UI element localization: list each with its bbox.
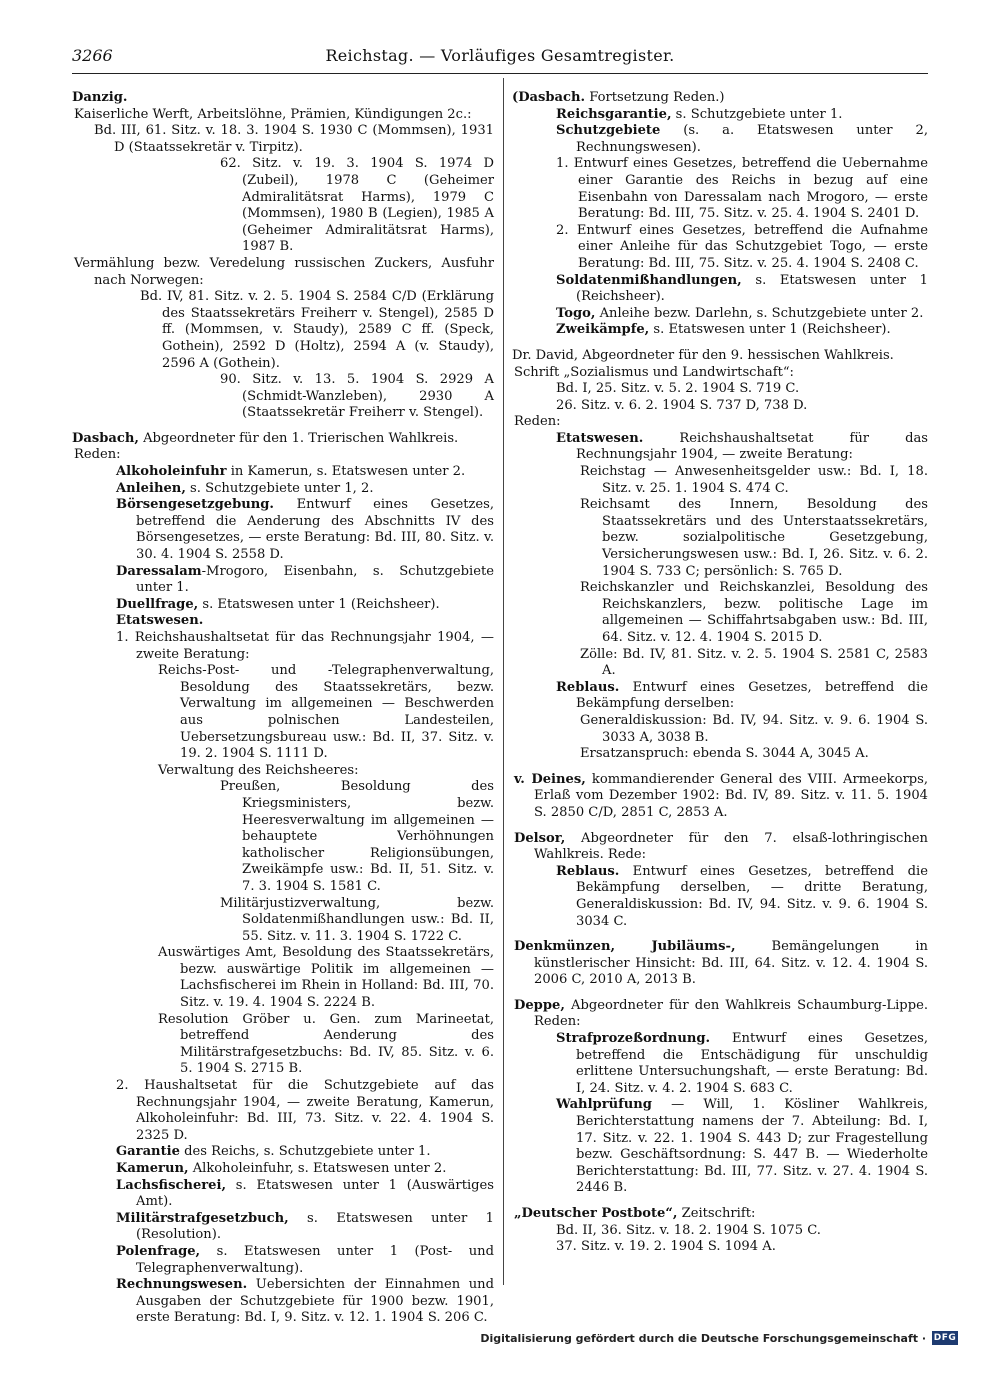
entry-heading: Danzig.: [72, 90, 128, 105]
index-entry: [72, 123, 494, 156]
index-entry: [72, 256, 494, 289]
entry-text: 26. Sitz. v. 6. 2. 1904 S. 737 D, 738 D.: [556, 397, 808, 413]
entry-text: Generaldiskussion: Bd. IV, 94. Sitz. v. 9. 6. 1904 S. 3033 A, 3038 B.: [580, 712, 928, 745]
entry-heading: Polenfrage,: [116, 1243, 201, 1259]
index-entry: [72, 431, 494, 448]
index-entry: [512, 1097, 928, 1197]
entry-text: Bd. IV, 81. Sitz. v. 2. 5. 1904 S. 2584 C/D (Erklärung des Staatssekretärs Freiherr v. Stengel), 2585 D ff. (Mommsen, v. Staudy), 2589 C ff. (Speck, Gothein), 2592 D (Holtz), 2594 A (v. Staudy), 2596 A (Gothein).: [140, 289, 494, 371]
index-entry: [72, 1178, 494, 1211]
index-entry: [512, 939, 928, 989]
index-entry: [72, 1012, 494, 1078]
entry-gap: [512, 930, 928, 939]
entry-text: Reichskanzler und Reichskanzlei, Besoldung des Reichskanzlers, bezw. politische Lage im allgemeinen — Schiffahrtsabgaben usw.: Bd. III, 64. Sitz. v. 12. 4. 1904 S. 2015 D.: [580, 580, 928, 645]
page-header: [72, 46, 928, 72]
entry-text: Vermählung bezw. Veredelung russischen Zuckers, Ausfuhr nach Norwegen:: [74, 255, 494, 288]
entry-text: Dr. David, Abgeordneter für den 9. hessischen Wahlkreis.: [512, 347, 894, 363]
index-entry: [512, 746, 928, 763]
index-entry: [512, 223, 928, 273]
entry-text: s. Etatswesen unter 1 (Auswärtiges Amt).: [136, 1177, 494, 1210]
entry-text: Reichsamt des Innern, Besoldung des Staatssekretärs und des Unterstaatssekretärs, bezw. sozialpolitische Gesetzgebung, Versicherungswesen usw.: Bd. I, 26. Sitz. v. 6. 2. 1904 S. 733 C; persönlich: S. 765 D.: [580, 497, 928, 579]
entry-text: Militärjustizverwaltung, bezw. Soldatenmißhandlungen usw.: Bd. II, 55. Sitz. v. 11. 3. 1904 S. 1722 C.: [220, 895, 494, 944]
entry-text: Abgeordneter für den 1. Trierischen Wahlkreis.: [138, 430, 459, 446]
index-entry: [72, 1144, 494, 1161]
entry-heading: Daressalam: [116, 563, 202, 579]
index-entry: [512, 156, 928, 222]
index-entry: [72, 597, 494, 614]
entry-heading: Deppe,: [514, 997, 565, 1013]
index-entry: [72, 372, 494, 422]
entry-text: Resolution Gröber u. Gen. zum Marineetat, betreffend Aenderung des Militärstrafgesetzbuchs: Bd. IV, 85. Sitz. v. 6. 5. 1904 S. 2715 B.: [158, 1011, 494, 1077]
entry-heading: Reblaus.: [556, 679, 620, 695]
index-entry: [512, 647, 928, 680]
index-entry: [512, 90, 928, 107]
entry-heading: Schutzgebiete: [556, 123, 661, 139]
entry-text: Ersatzanspruch: ebenda S. 3044 A, 3045 A.: [580, 746, 869, 762]
entry-text: Abgeordneter für den Wahlkreis Schaumburg-Lippe. Reden:: [534, 997, 928, 1030]
index-entry: [72, 613, 494, 630]
entry-heading: Togo,: [556, 305, 596, 321]
entry-heading: Börsengesetzgebung.: [116, 497, 274, 513]
entry-text: Reichshaushaltsetat für das Rechnungsjahr 1904, — zweite Beratung:: [576, 430, 928, 463]
index-entry: [512, 1223, 928, 1240]
entry-text: Bd. III, 61. Sitz. v. 18. 3. 1904 S. 1930 C (Mommsen), 1931 D (Staatssekretär v. Tirpitz).: [94, 123, 494, 155]
index-entry: [512, 580, 928, 646]
entry-text: Schrift „Sozialismus und Landwirtschaft“:: [514, 364, 794, 380]
index-entry: [72, 945, 494, 1011]
index-entry: [512, 680, 928, 713]
entry-text: 2. Entwurf eines Gesetzes, betreffend die Aufnahme einer Anleihe für das Schutzgebiet Togo, — erste Beratung: Bd. III, 75. Sitz. v. 25. 4. 1904 S. 2408 C.: [556, 222, 928, 271]
entry-text: s. Etatswesen unter 1 (Post- und Telegraphenverwaltung).: [136, 1243, 494, 1276]
index-entry: [512, 1031, 928, 1097]
index-entry: [512, 464, 928, 497]
entry-text: Zeitschrift:: [677, 1206, 756, 1221]
header-rule: [72, 73, 928, 74]
entry-heading: Anleihen,: [116, 480, 186, 496]
entry-text: Verwaltung des Reichsheeres:: [158, 762, 359, 778]
entry-text: Entwurf eines Gesetzes, betreffend die Bekämpfung derselben:: [576, 679, 928, 712]
index-entry: [512, 1206, 928, 1223]
entry-text: Auswärtiges Amt, Besoldung des Staatssekretärs, bezw. auswärtige Politik im allgemeinen — Lachsfischerei im Rhein in Holland: Bd. III, 70. Sitz. v. 19. 4. 1904 S. 2224 B.: [158, 945, 494, 1011]
entry-text: s. Etatswesen unter 1 (Reichsheer).: [576, 272, 928, 305]
dfg-logo: DFG: [933, 1333, 957, 1343]
entry-text: Reden:: [514, 414, 561, 430]
entry-heading: (Dasbach.: [512, 90, 586, 105]
footer-credit: Digitalisierung gefördert durch die Deutsche Forschungsgemeinschaft ·: [480, 1331, 926, 1345]
index-entry: [72, 1161, 494, 1178]
entry-text: Reichs-Post- und -Telegraphenverwaltung, Besoldung des Staatssekretärs, bezw. Verwaltung im allgemeinen — Beschwerden aus polnischen Landesteilen, Uebersetzungsbureau usw.: Bd. II, 37. Sitz. v. 19. 2. 1904 S. 1111 D.: [158, 663, 494, 762]
index-entry: [72, 779, 494, 895]
index-entry: [72, 896, 494, 946]
entry-heading: Dasbach,: [72, 430, 139, 446]
index-entry: [72, 1244, 494, 1277]
index-entry: [72, 1277, 494, 1327]
entry-text: 37. Sitz. v. 19. 2. 1904 S. 1094 A.: [556, 1239, 776, 1255]
entry-gap: [512, 339, 928, 348]
entry-heading: Alkoholeinfuhr: [116, 464, 227, 480]
index-entry: [512, 414, 928, 431]
index-entry: [72, 763, 494, 780]
left-column: [72, 90, 494, 1327]
entry-text: 90. Sitz. v. 13. 5. 1904 S. 2929 A (Schmidt-Wanzleben), 2930 A (Staatssekretär Freiherr v. Stengel).: [220, 372, 494, 421]
entry-text: (s. a. Etatswesen unter 2, Rechnungswesen).: [576, 123, 928, 155]
index-entry: [512, 273, 928, 306]
right-column: [512, 90, 928, 1256]
entry-text: s. Etatswesen unter 1 (Resolution).: [136, 1210, 494, 1243]
index-entry: [512, 998, 928, 1031]
entry-heading: Etatswesen.: [556, 430, 644, 446]
index-entry: [72, 289, 494, 372]
entry-text: Entwurf eines Gesetzes, betreffend die Aenderung des Abschnitts IV des Börsengesetzes, — erste Beratung: Bd. III, 80. Sitz. v. 30. 4. 1904 S. 2558 D.: [136, 497, 494, 563]
index-entry: [512, 107, 928, 124]
index-entry: [72, 447, 494, 464]
entry-heading: Militärstrafgesetzbuch,: [116, 1210, 289, 1226]
entry-heading: Strafprozeßordnung.: [556, 1031, 711, 1047]
page-number: 3266: [72, 46, 113, 65]
entry-text: Bd. I, 25. Sitz. v. 5. 2. 1904 S. 719 C.: [556, 381, 800, 397]
index-entry: [72, 663, 494, 763]
entry-text: Kaiserliche Werft, Arbeitslöhne, Prämien, Kündigungen 2c.:: [74, 106, 472, 122]
index-entry: [72, 564, 494, 597]
index-entry: [512, 398, 928, 415]
entry-text: Entwurf eines Gesetzes, betreffend die Bekämpfung derselben, — dritte Beratung, Generaldiskussion: Bd. IV, 94. Sitz. v. 9. 6. 1904 S. 3034 C.: [576, 863, 928, 929]
index-entry: [512, 123, 928, 156]
entry-heading: Wahlprüfung: [556, 1097, 652, 1113]
entry-text: Fortsetzung Reden.): [585, 90, 725, 105]
index-entry: [72, 1211, 494, 1244]
entry-text: 2. Haushaltsetat für die Schutzgebiete auf das Rechnungsjahr 1904, — zweite Beratung, Kamerun, Alkoholeinfuhr: Bd. III, 73. Sitz. v. 22. 4. 1904 S. 2325 D.: [116, 1078, 494, 1143]
entry-text: kommandierender General des VIII. Armeekorps, Erlaß vom Dezember 1902: Bd. IV, 89. Sitz. v. 11. 5. 1904 S. 2850 C/D, 2851 C, 2853 A.: [534, 771, 928, 820]
page-footer: [480, 1331, 958, 1345]
index-entry: [72, 481, 494, 498]
running-title: Reichstag. — Vorläufiges Gesamtregister.: [325, 46, 675, 65]
entry-gap: [512, 1197, 928, 1206]
entry-text: Abgeordneter für den 7. elsaß-lothringischen Wahlkreis. Rede:: [534, 830, 928, 863]
entry-text: — Will, 1. Kösliner Wahlkreis, Berichterstattung namens der 7. Abteilung: Bd. I, 17. Sitz. v. 22. 1. 1904 S. 443 D; zur Fragestellung bezw. Geschäftsordnung: S. 447 B. — Wiederholte Berichterstattung: Bd. III, 77. Sitz. v. 27. 4. 1904 S. 2446 B.: [576, 1097, 928, 1196]
entry-heading: v. Deines,: [514, 771, 586, 787]
entry-text: Preußen, Besoldung des Kriegsministers, bezw. Heeresverwaltung im allgemeinen — behauptete Verhöhnungen katholischer Religionsübungen, Zweikämpfe usw.: Bd. II, 51. Sitz. v. 7. 3. 1904 S. 1581 C.: [220, 779, 494, 894]
index-entry: [72, 464, 494, 481]
index-entry: [512, 381, 928, 398]
entry-heading: Garantie: [116, 1144, 180, 1160]
entry-text: Reichstag — Anwesenheitsgelder usw.: Bd. I, 18. Sitz. v. 25. 1. 1904 S. 474 C.: [580, 464, 928, 496]
entry-heading: „Deutscher Postbote“,: [514, 1206, 678, 1221]
entry-text: Uebersichten der Einnahmen und Ausgaben der Schutzgebiete für 1900 bezw. 1901, erste Beratung: Bd. I, 9. Sitz. v. 12. 1. 1904 S. 206 C.: [136, 1277, 494, 1326]
entry-heading: Reichsgarantie,: [556, 106, 672, 122]
entry-text: Reden:: [74, 447, 121, 463]
index-entry: [512, 322, 928, 339]
entry-heading: Denkmünzen, Jubiläums-,: [514, 939, 736, 955]
entry-text: Bemängelungen in künstlerischer Hinsicht: Bd. III, 64. Sitz. v. 12. 4. 1904 S. 2006 C, 2010 A, 2013 B.: [534, 939, 928, 988]
index-entry: [512, 864, 928, 930]
entry-gap: [512, 822, 928, 831]
entry-text: Entwurf eines Gesetzes, betreffend die Entschädigung für unschuldig erlittene Untersuchungshaft, — erste Beratung: Bd. I, 24. Sitz. v. 4. 2. 1904 S. 683 C.: [576, 1031, 928, 1096]
entry-text: 62. Sitz. v. 19. 3. 1904 S. 1974 D (Zubeil), 1978 C (Geheimer Admiralitätsrat Harms), 1979 C (Mommsen), 1980 B (Legien), 1985 A (Geheimer Admiralitätsrat Harms), 1987 B.: [220, 156, 494, 255]
index-entry: [512, 772, 928, 822]
entry-text: Alkoholeinfuhr, s. Etatswesen unter 2.: [188, 1161, 447, 1176]
entry-gap: [512, 763, 928, 772]
entry-text: 1. Reichshaushaltsetat für das Rechnungsjahr 1904, — zweite Beratung:: [116, 630, 494, 662]
entry-text: s. Etatswesen unter 1 (Reichsheer).: [649, 322, 891, 338]
index-entry: [512, 1239, 928, 1256]
entry-text: Anleihe bezw. Darlehn, s. Schutzgebiete unter 2.: [595, 305, 924, 321]
index-entry: [512, 348, 928, 365]
index-entry: [72, 630, 494, 663]
index-entry: [72, 497, 494, 563]
column-divider: [503, 78, 504, 1285]
entry-heading: Delsor,: [514, 830, 566, 846]
entry-gap: [72, 422, 494, 431]
index-entry: [72, 156, 494, 256]
entry-text: -Mrogoro, Eisenbahn, s. Schutzgebiete unter 1.: [136, 563, 494, 596]
index-entry: [512, 831, 928, 864]
entry-text: 1. Entwurf eines Gesetzes, betreffend die Uebernahme einer Garantie des Reichs in bezug auf eine Eisenbahn von Daressalam nach Mrogoro, — erste Beratung: Bd. III, 75. Sitz. v. 25. 4. 1904 S. 2401 D.: [556, 156, 928, 222]
entry-text: Zölle: Bd. IV, 81. Sitz. v. 2. 5. 1904 S. 2581 C, 2583 A.: [580, 646, 928, 679]
entry-heading: Rechnungswesen.: [116, 1277, 248, 1293]
entry-gap: [512, 989, 928, 998]
index-entry: [72, 1078, 494, 1144]
entry-text: in Kamerun, s. Etatswesen unter 2.: [226, 464, 466, 480]
entry-heading: Lachsfischerei,: [116, 1177, 227, 1193]
index-entry: [72, 90, 494, 107]
entry-text: des Reichs, s. Schutzgebiete unter 1.: [179, 1144, 431, 1160]
index-entry: [72, 107, 494, 124]
index-entry: [512, 306, 928, 323]
entry-heading: Duellfrage,: [116, 596, 199, 612]
entry-heading: Etatswesen.: [116, 613, 204, 629]
index-entry: [512, 497, 928, 580]
entry-heading: Soldatenmißhandlungen,: [556, 272, 742, 288]
entry-heading: Zweikämpfe,: [556, 322, 650, 338]
entry-heading: Kamerun,: [116, 1161, 189, 1176]
entry-heading: Reblaus.: [556, 863, 620, 879]
index-entry: [512, 431, 928, 464]
entry-text: s. Schutzgebiete unter 1.: [671, 106, 843, 122]
index-entry: [512, 713, 928, 746]
entry-text: s. Etatswesen unter 1 (Reichsheer).: [198, 596, 440, 612]
entry-text: Bd. II, 36. Sitz. v. 18. 2. 1904 S. 1075 C.: [556, 1222, 821, 1238]
index-entry: [512, 365, 928, 382]
entry-text: s. Schutzgebiete unter 1, 2.: [185, 480, 374, 496]
